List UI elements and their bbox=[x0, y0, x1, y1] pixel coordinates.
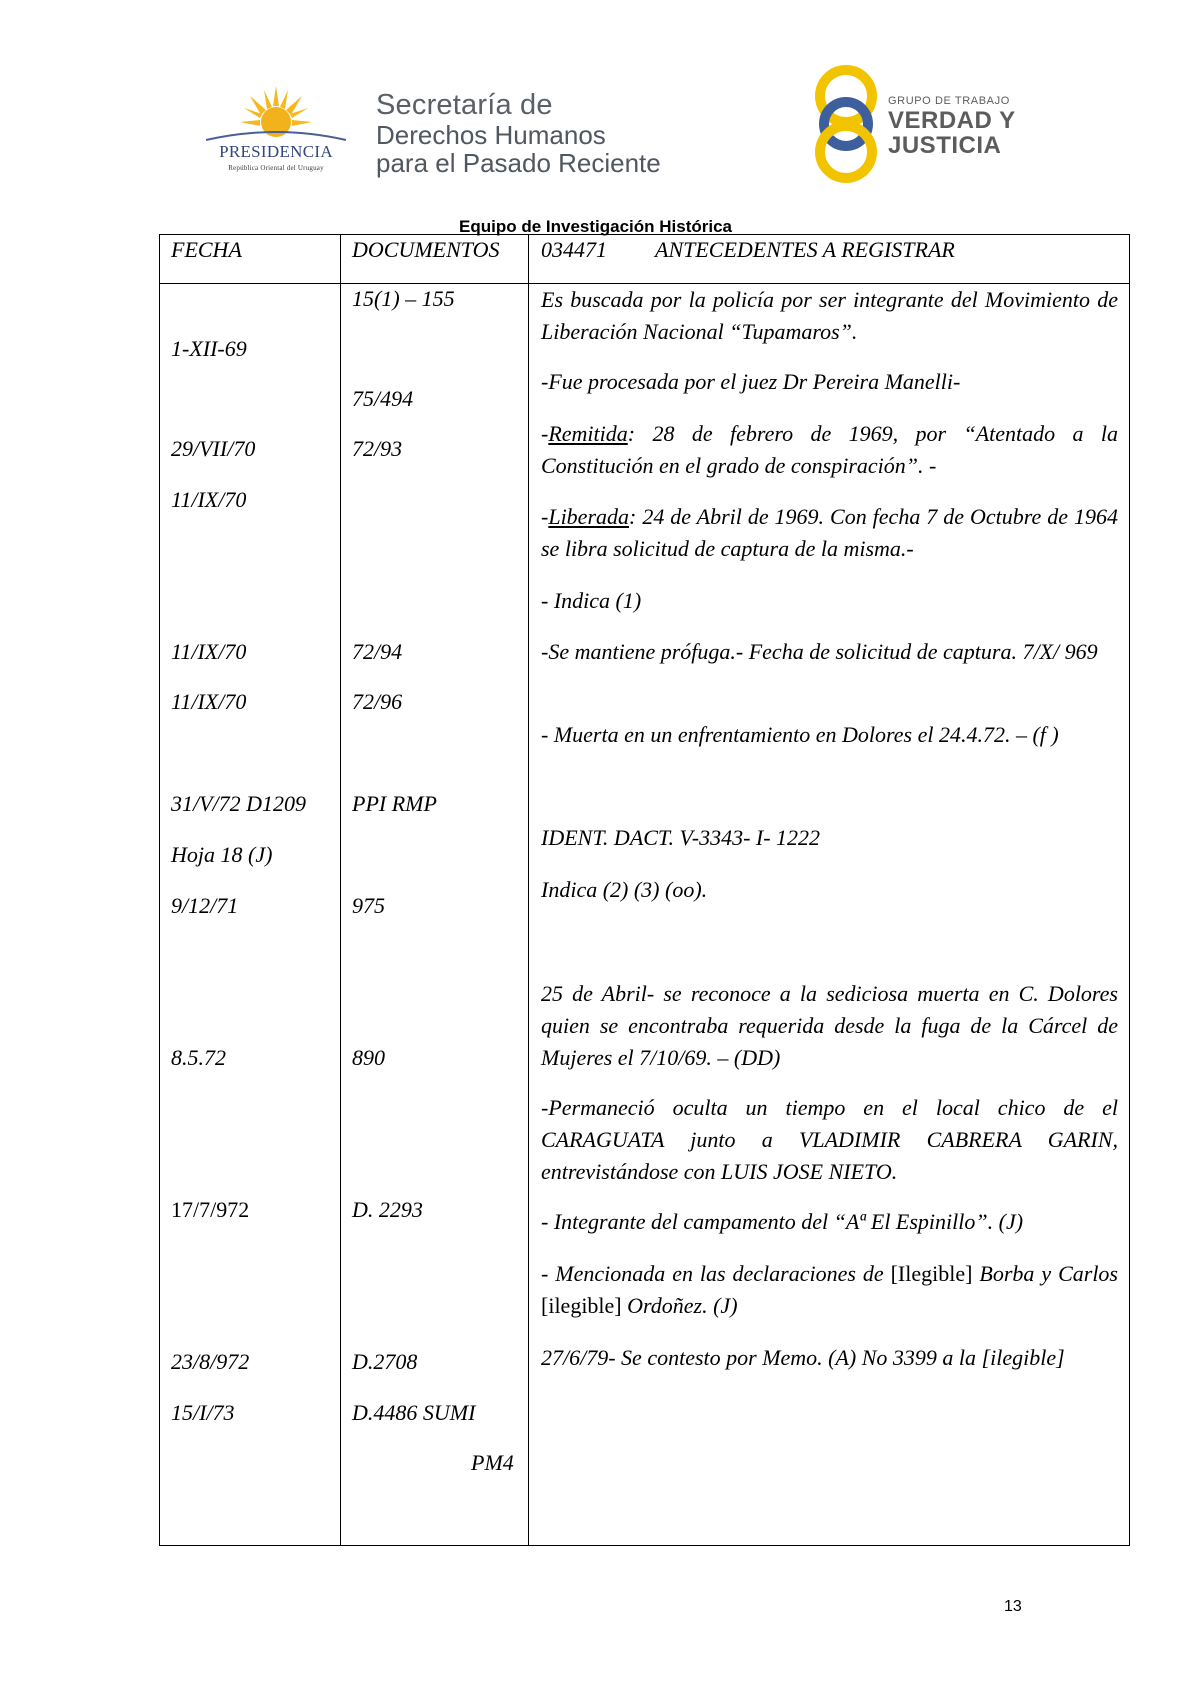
antecedente-paragraph: - Indica (1) bbox=[541, 588, 642, 613]
grupo-trabajo-text bbox=[888, 94, 1016, 158]
liberada-label: Liberada bbox=[548, 504, 630, 529]
secretaria-line2: Derechos Humanos bbox=[376, 120, 606, 150]
antecedente-paragraph: 25 de Abril- se reconoce a la sediciosa muerta en C. Dolores quien se encontraba requerida desde la fuga de la Cárcel de Mujeres el 7/10/69. – (DD) bbox=[541, 981, 1118, 1070]
documento-cell: 72/93 bbox=[352, 436, 403, 461]
documento-cell: 72/96 bbox=[352, 689, 403, 714]
fecha-cell: 11/IX/70 bbox=[171, 487, 247, 512]
fecha-cell: 29/VII/70 bbox=[171, 436, 256, 461]
header-fecha: FECHA bbox=[171, 237, 242, 262]
antecedente-paragraph: - Muerta en un enfrentamiento en Dolores el 24.4.72. – (f ) bbox=[541, 722, 1059, 747]
antecedente-paragraph: -Fue procesada por el juez Dr Pereira Manelli- bbox=[541, 369, 961, 394]
team-title: Equipo de Investigación Histórica bbox=[459, 217, 732, 236]
column-divider bbox=[528, 235, 529, 1545]
documento-cell: 890 bbox=[352, 1045, 385, 1070]
fecha-cell: 1-XII-69 bbox=[171, 336, 247, 361]
grupo-line1: VERDAD Y bbox=[888, 107, 1016, 134]
antecedente-paragraph: - Mencionada en las declaraciones de [Ilegible] Borba y Carlos [ilegible] Ordoñez. (J) bbox=[541, 1261, 1118, 1318]
fecha-cell: 8.5.72 bbox=[171, 1045, 226, 1070]
antecedente-paragraph: -Se mantiene prófuga.- Fecha de solicitud de captura. 7/X/ 969 bbox=[541, 639, 1098, 664]
fecha-cell: 11/IX/70 bbox=[171, 689, 247, 714]
fecha-cell: 17/7/972 bbox=[171, 1197, 250, 1222]
header-documentos: DOCUMENTOS bbox=[352, 237, 500, 262]
documento-cell: 15(1) – 155 bbox=[352, 286, 455, 311]
antecedente-paragraph: -Permaneció oculta un tiempo en el local chico de el CARAGUATA junto a VLADIMIR CABRERA GARIN, entrevistándose con LUIS JOSE NIETO. bbox=[541, 1095, 1118, 1184]
grupo-line2: JUSTICIA bbox=[888, 132, 1002, 159]
secretaria-line1: Secretaría de bbox=[376, 89, 553, 121]
documento-cell: 75/494 bbox=[352, 386, 414, 411]
documento-cell: 975 bbox=[352, 893, 385, 918]
fecha-cell: 11/IX/70 bbox=[171, 639, 247, 664]
fecha-cell: 31/V/72 D1209 bbox=[171, 791, 307, 816]
page-number: 13 bbox=[1004, 1598, 1022, 1615]
documento-cell: 72/94 bbox=[352, 639, 403, 664]
header-code: 034471 bbox=[541, 237, 607, 262]
documento-cell: PPI RMP bbox=[352, 791, 437, 816]
documento-cell: D.2708 bbox=[352, 1349, 418, 1374]
antecedente-paragraph: -Liberada: 24 de Abril de 1969. Con fecha 7 de Octubre de 1964 se libra solicitud de captura de la misma.- bbox=[541, 504, 1118, 561]
header-antecedentes: ANTECEDENTES A REGISTRAR bbox=[655, 237, 955, 262]
fecha-cell: Hoja 18 (J) bbox=[171, 842, 273, 867]
presidencia-label: PRESIDENCIA bbox=[219, 142, 333, 161]
secretaria-line3: para el Pasado Reciente bbox=[376, 148, 661, 178]
fecha-cell: 15/I/73 bbox=[171, 1400, 235, 1425]
presidencia-subtitle: República Oriental del Uruguay bbox=[228, 164, 324, 172]
antecedente-paragraph: Indica (2) (3) (oo). bbox=[541, 877, 708, 902]
grupo-small: GRUPO DE TRABAJO bbox=[888, 95, 1010, 107]
documento-cell: D.4486 SUMI bbox=[352, 1400, 476, 1425]
antecedente-paragraph: - Integrante del campamento del “Aª El Espinillo”. (J) bbox=[541, 1209, 1024, 1234]
antecedente-paragraph: Es buscada por la policía por ser integrante del Movimiento de Liberación Nacional “Tupamaros”. bbox=[541, 287, 1118, 344]
secretaria-logo-text bbox=[376, 90, 661, 177]
antecedente-paragraph: 27/6/79- Se contesto por Memo. (A) No 3399 a la [ilegible] bbox=[541, 1345, 1065, 1370]
fecha-cell: 9/12/71 bbox=[171, 893, 239, 918]
remitida-label: Remitida bbox=[548, 421, 628, 446]
antecedente-paragraph: IDENT. DACT. V-3343- I- 1222 bbox=[541, 825, 821, 850]
column-divider bbox=[340, 235, 341, 1545]
documento-cell: D. 2293 bbox=[352, 1197, 423, 1222]
antecedente-paragraph: -Remitida: 28 de febrero de 1969, por “Atentado a la Constitución en el grado de conspiración”. - bbox=[541, 421, 1118, 478]
fecha-cell: 23/8/972 bbox=[171, 1349, 250, 1374]
documento-cell: PM4 bbox=[471, 1450, 514, 1475]
